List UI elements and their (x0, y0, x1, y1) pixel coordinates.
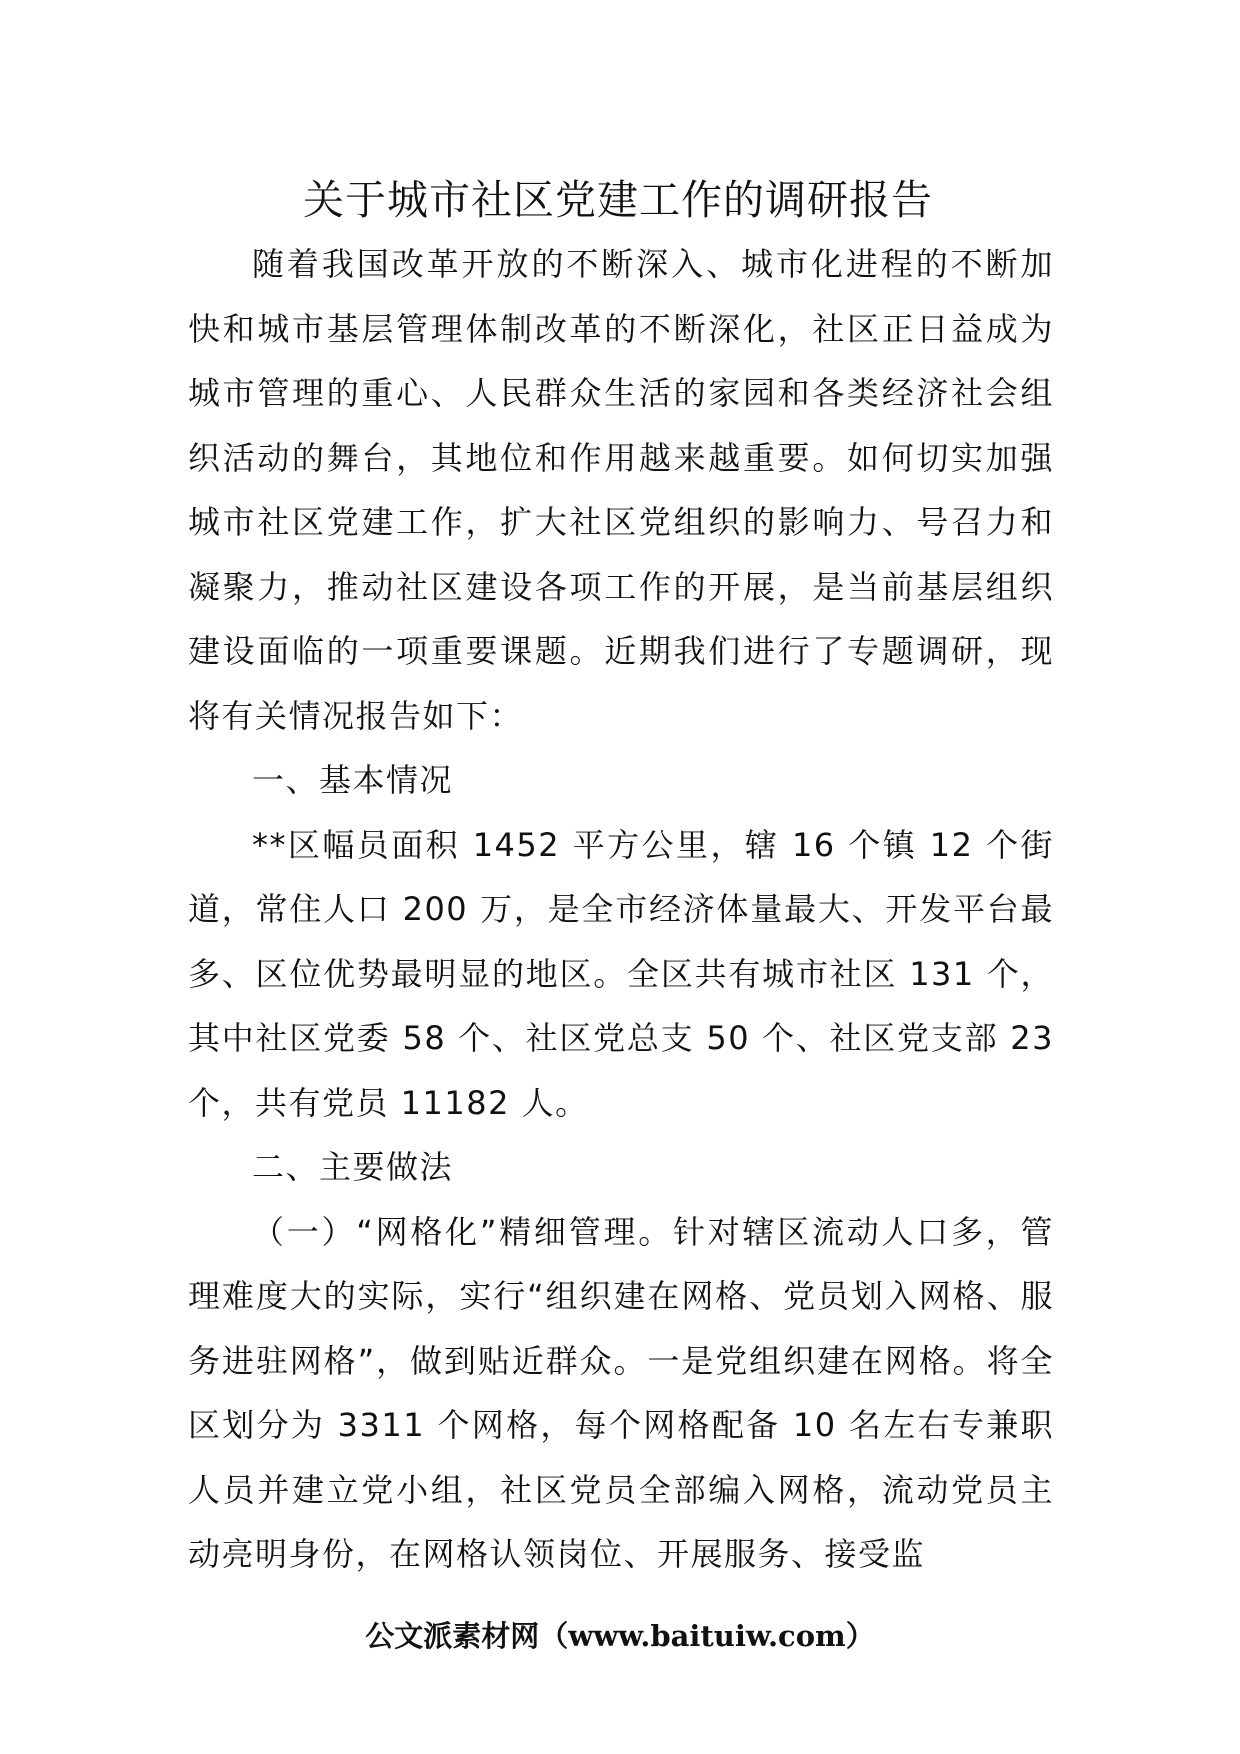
footer-watermark-text: 公文派素材网（www.baituiw.com） (365, 1619, 875, 1653)
basic-situation-paragraph: **区幅员面积 1452 平方公里，辖 16 个镇 12 个街道，常住人口 200 万，是全市经济体量最大、开发平台最多、区位优势最明显的地区。全区共有城市社区 131 个，其中社区党委 58 个、社区党总支 50 个、社区党支部 23 个，共有党员 11182 人。 (188, 825, 1054, 1122)
main-practices-paragraph: （一）“网格化”精细管理。针对辖区流动人口多，管理难度大的实际，实行“组织建在网格、党员划入网格、服务进驻网格”，做到贴近群众。一是党组织建在网格。将全区划分为 3311 个网格，每个网格配备 10 名左右专兼职人员并建立党小组，社区党员全部编入网格，流动党员主动亮明身份，在网格认领岗位、开展服务、接受监 (188, 1212, 1054, 1573)
section-heading-main-practices: 二、主要做法 (252, 1148, 454, 1186)
document-body (188, 232, 1054, 1587)
section-heading-basic-situation: 一、基本情况 (252, 761, 454, 799)
intro-paragraph: 随着我国改革开放的不断深入、城市化进程的不断加快和城市基层管理体制改革的不断深化，社区正日益成为城市管理的重心、人民群众生活的家园和各类经济社会组织活动的舞台，其地位和作用越来越重要。如何切实加强城市社区党建工作，扩大社区党组织的影响力、号召力和凝聚力，推动社区建设各项工作的开展，是当前基层组织建设面临的一项重要课题。近期我们进行了专题调研，现将有关情况报告如下： (188, 245, 1054, 735)
document-title: 关于城市社区党建工作的调研报告 (303, 176, 933, 224)
